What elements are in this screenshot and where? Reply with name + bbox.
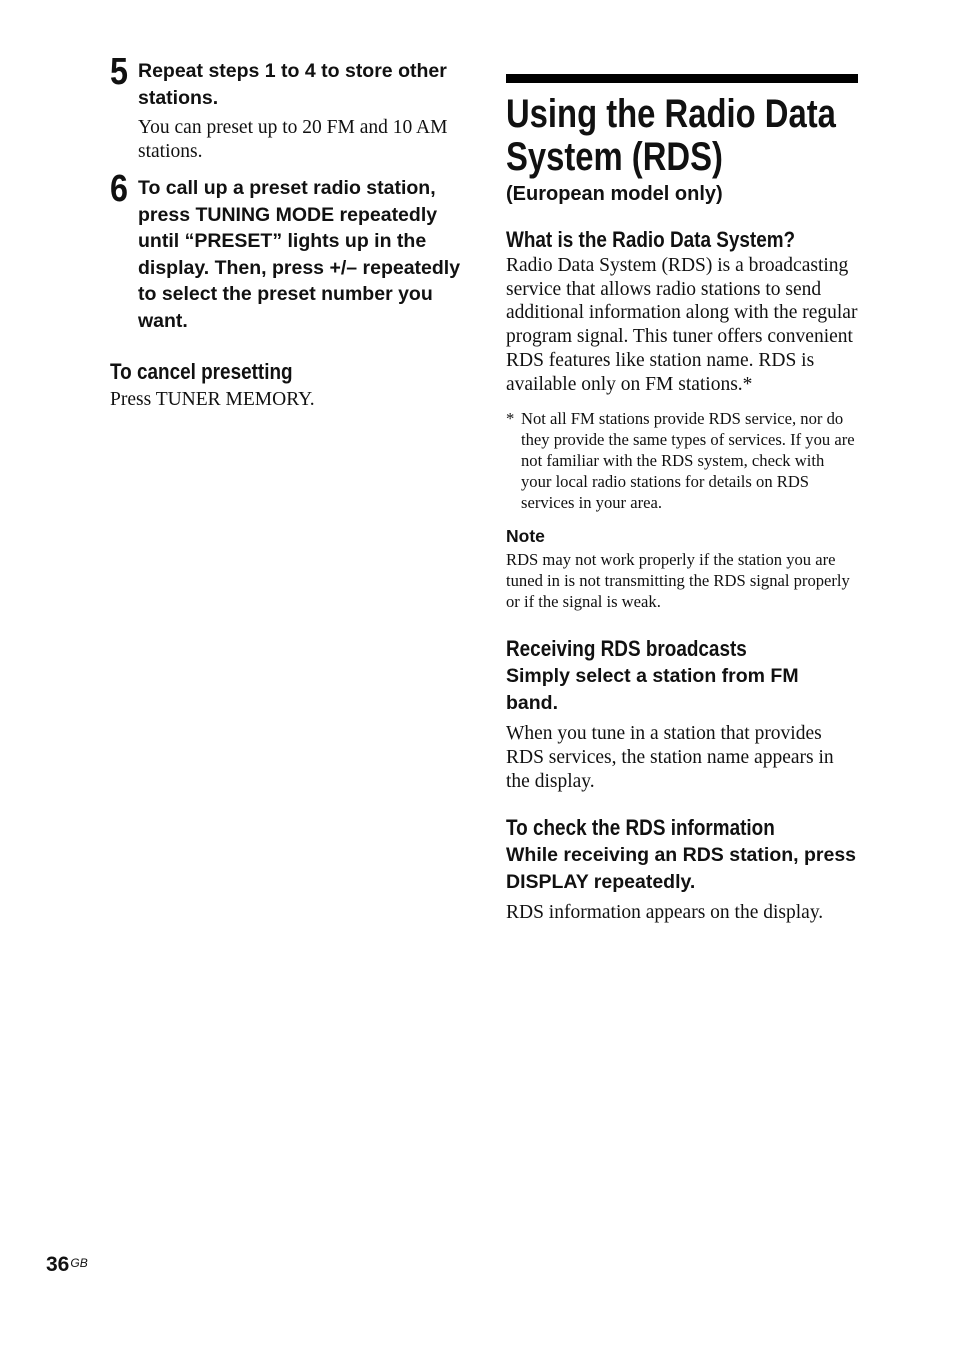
note-heading: Note	[506, 526, 545, 547]
step-6	[110, 168, 470, 334]
page-number	[46, 1252, 88, 1278]
section-body: When you tune in a station that provides RDS services, the station name appears in the display.	[506, 723, 834, 792]
page-number-value: 36	[46, 1253, 70, 1276]
region-code: GB	[70, 1256, 88, 1270]
footnote	[506, 408, 858, 513]
check-rds-section	[506, 814, 858, 925]
step-number: 5	[110, 51, 128, 93]
instruction: Simply select a station from FM band.	[506, 665, 799, 714]
footnote-text: Not all FM stations provide RDS service, nor do they provide the same types of services. If you are not familiar with the RDS system, check with your local radio stations for details on RDS services in your area.	[521, 409, 855, 513]
page-subtitle: (European model only)	[506, 183, 723, 205]
page-title: Using the Radio Data System (RDS)	[506, 92, 836, 179]
step-5	[110, 51, 470, 163]
right-column	[506, 74, 858, 925]
section-heading: What is the Radio Data System?	[506, 227, 796, 252]
cancel-presetting-section	[110, 358, 470, 412]
left-column	[110, 51, 470, 412]
section-body: RDS information appears on the display.	[506, 902, 824, 924]
title-rule	[506, 74, 858, 83]
step-number: 6	[110, 168, 128, 211]
note-body: RDS may not work properly if the station you are tuned in is not transmitting the RDS signal properly or if the signal is weak.	[506, 550, 850, 612]
section-heading: Receiving RDS broadcasts	[506, 636, 747, 662]
step-heading: Repeat steps 1 to 4 to store other stations.	[138, 60, 447, 109]
instruction: While receiving an RDS station, press DISPLAY repeatedly.	[506, 844, 857, 893]
section-body: Press TUNER MEMORY.	[110, 389, 315, 411]
note-section	[506, 525, 858, 612]
section-heading: To cancel presetting	[110, 359, 293, 385]
step-body: You can preset up to 20 FM and 10 AM stations.	[138, 117, 448, 162]
what-is-rds-section	[506, 226, 858, 513]
section-heading: To check the RDS information	[506, 815, 775, 841]
section-body: Radio Data System (RDS) is a broadcasting service that allows radio stations to send additional information along with the regular program signal. This tuner offers convenient RDS features like station name. RDS is available only on FM stations.*	[506, 255, 858, 395]
receiving-rds-section	[506, 635, 858, 793]
step-heading: To call up a preset radio station, press TUNING MODE repeatedly until “PRESET” lights up in the display. Then, press +/– repeatedly to select the preset number you want.	[138, 177, 461, 332]
footnote-mark: *	[506, 409, 515, 429]
